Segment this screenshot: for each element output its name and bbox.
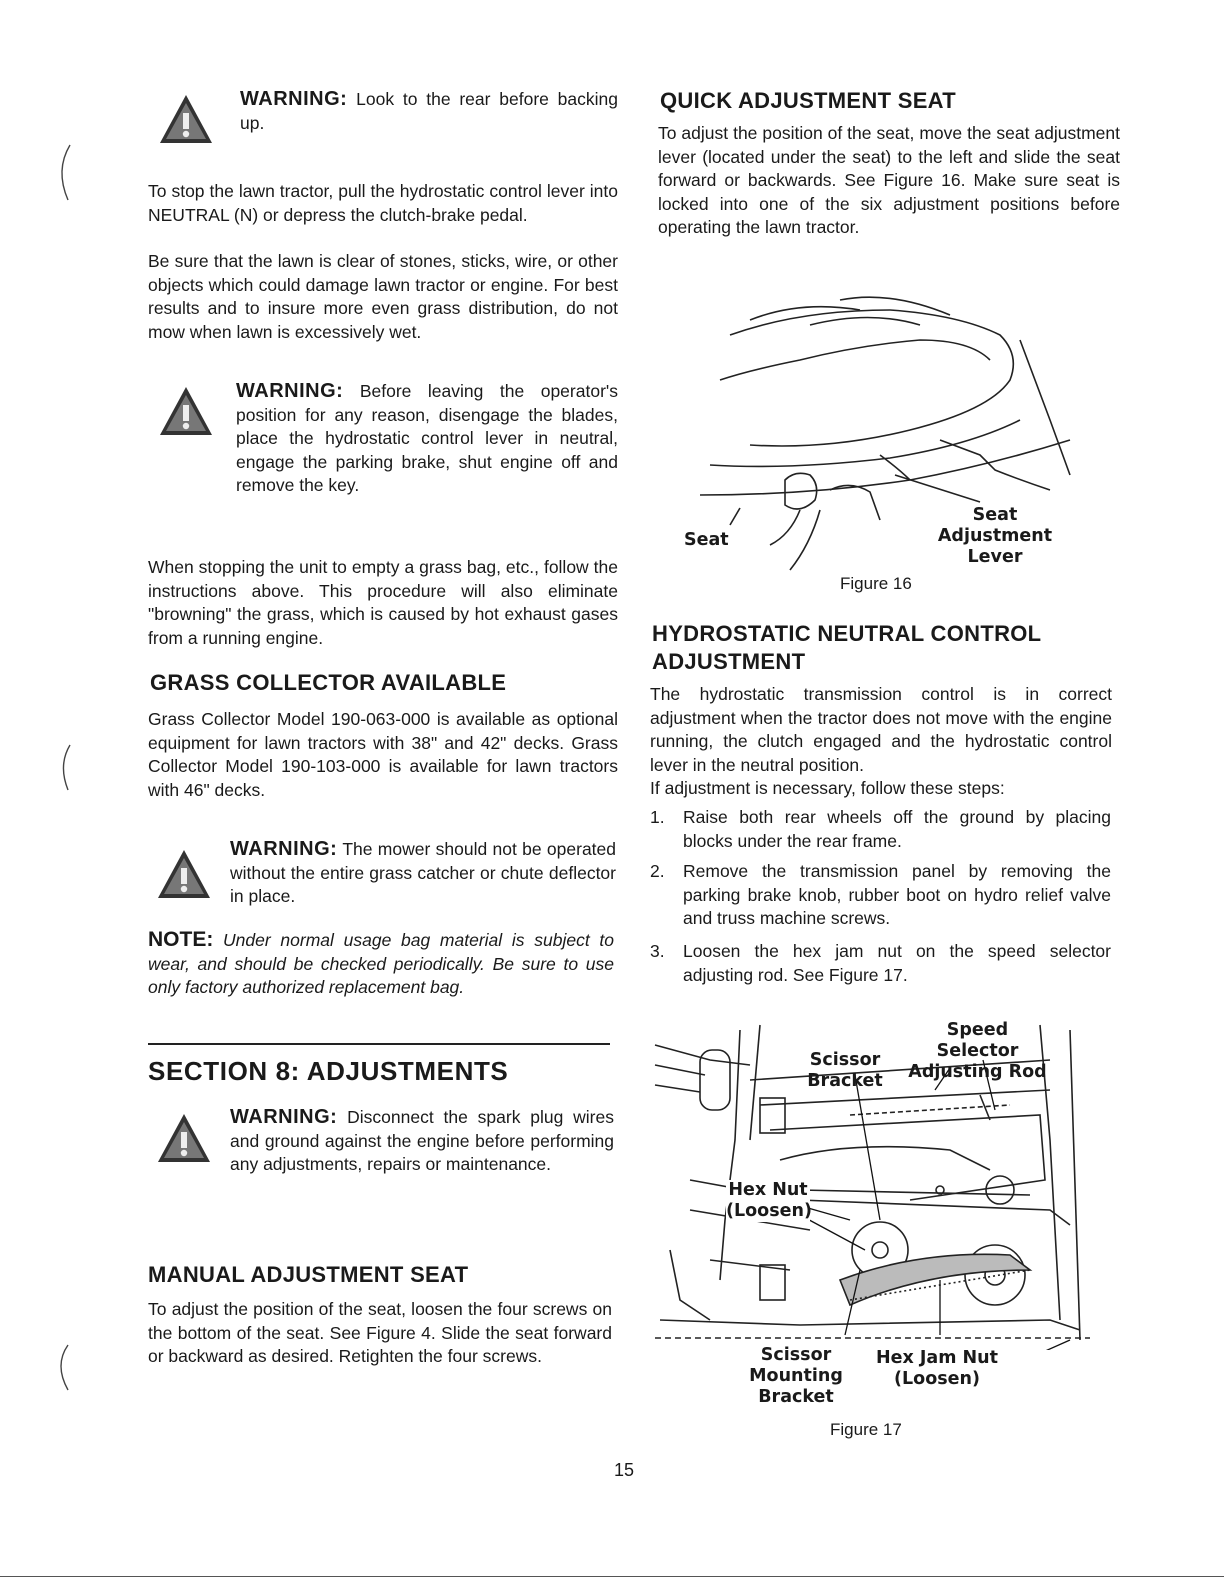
warning-triangle-icon	[156, 1112, 212, 1164]
note-paragraph	[148, 928, 614, 1000]
manual-seat-text: To adjust the position of the seat, loosen the four screws on the bottom of the seat. See Figure 4. Slide the seat forward or backward as desired. Retighten the four screws.	[148, 1299, 612, 1366]
warning-text: Before leaving the operator's position for any reason, disengage the blades, place the hydrostatic control lever in neutral, engage the parking brake, shut engine off and remove the key.	[236, 381, 618, 495]
hex-nut-label: Hex Nut (Loosen)	[726, 1180, 812, 1221]
step-item	[650, 860, 1112, 932]
section-divider	[148, 1043, 610, 1045]
manual-seat-heading: MANUAL ADJUSTMENT SEAT	[148, 1262, 469, 1287]
warning-text: The mower should not be operated without the entire grass catcher or chute deflector in place.	[230, 839, 617, 906]
quick-seat-heading: QUICK ADJUSTMENT SEAT	[660, 88, 956, 113]
speed-selector-label: Speed Selector Adjusting Rod	[908, 1020, 1047, 1082]
hydro-if-text: If adjustment is necessary, follow these steps:	[650, 778, 1005, 798]
hydro-text: The hydrostatic transmission control is in correct adjustment when the tractor does not move with the engine running, the clutch engaged and the hydrostatic control lever in the neutral position.	[650, 684, 1112, 775]
scan-bottom-edge	[0, 1576, 1224, 1577]
fig16-lever-label: Seat Adjustment Lever	[937, 505, 1053, 567]
hex-jam-nut-label: Hex Jam Nut (Loosen)	[875, 1348, 998, 1389]
warning-label: WARNING:	[240, 88, 348, 110]
hydro-heading: HYDROSTATIC NEUTRAL CONTROL ADJUSTMENT	[652, 621, 1042, 674]
note-label: NOTE:	[148, 928, 214, 951]
scissor-mounting-label: Scissor Mounting Bracket	[749, 1345, 843, 1407]
figure-17-caption: Figure 17	[830, 1420, 902, 1439]
warning-label: WARNING:	[236, 380, 344, 402]
warning-triangle-icon	[156, 848, 212, 900]
grass-collector-heading: GRASS COLLECTOR AVAILABLE	[150, 670, 507, 695]
section-heading: SECTION 8: ADJUSTMENTS	[148, 1056, 509, 1086]
figure-16-caption: Figure 16	[840, 574, 912, 593]
warning-label: WARNING:	[230, 838, 338, 860]
warning-triangle-icon	[158, 385, 214, 437]
stopping-unit-paragraph: When stopping the unit to empty a grass bag, etc., follow the instructions above. This procedure will also eliminate "browning" the grass, which is caused by hot exhaust gases from a running engine.	[148, 557, 618, 648]
step-number: 3.	[650, 941, 665, 961]
warning-backing-up	[148, 88, 618, 158]
warning-label: WARNING:	[230, 1106, 338, 1128]
grass-collector-text: Grass Collector Model 190-063-000 is available as optional equipment for lawn tractors with 38" and 42" decks. Grass Collector Model 190-103-000 is available for lawn tractors with 46" decks.	[148, 709, 618, 800]
step-text: Loosen the hex jam nut on the speed selector adjusting rod. See Figure 17.	[683, 941, 1111, 985]
step-item	[650, 806, 1112, 856]
warning-grass-catcher	[148, 838, 618, 918]
scissor-bracket-label: Scissor Bracket	[807, 1050, 883, 1091]
clear-lawn-paragraph: Be sure that the lawn is clear of stones, sticks, wire, or other objects which could damage lawn tractor or engine. For best results and to insure more even grass distribution, do not mow when lawn is excessively wet.	[148, 251, 618, 342]
step-number: 1.	[650, 807, 665, 827]
warning-text: Look to the rear before backing up.	[240, 89, 618, 133]
warning-triangle-icon	[158, 93, 214, 145]
step-item	[650, 940, 1112, 990]
note-text: Under normal usage bag material is subject to wear, and should be checked periodically. Be sure to use only factory authorized replacement bag.	[148, 930, 614, 997]
stop-tractor-paragraph: To stop the lawn tractor, pull the hydrostatic control lever into NEUTRAL (N) or depress the clutch-brake pedal.	[148, 181, 618, 225]
fig16-seat-label: Seat	[684, 530, 729, 550]
warning-spark-plug	[148, 1106, 618, 1206]
step-text: Raise both rear wheels off the ground by placing blocks under the rear frame.	[683, 807, 1111, 851]
quick-seat-text: To adjust the position of the seat, move the seat adjustment lever (located under the seat) to the left and slide the seat forward or backwards. See Figure 16. Make sure seat is locked into one of the six adjustment positions before operating the lawn tractor.	[658, 123, 1120, 237]
page-number: 15	[614, 1460, 635, 1480]
warning-leaving-position	[148, 380, 618, 530]
step-text: Remove the transmission panel by removing the parking brake knob, rubber boot on hydro relief valve and truss machine screws.	[683, 861, 1111, 928]
step-number: 2.	[650, 861, 665, 881]
binder-hole-marks	[40, 140, 80, 1400]
warning-text: Disconnect the spark plug wires and ground against the engine before performing any adjustments, repairs or maintenance.	[230, 1107, 614, 1174]
